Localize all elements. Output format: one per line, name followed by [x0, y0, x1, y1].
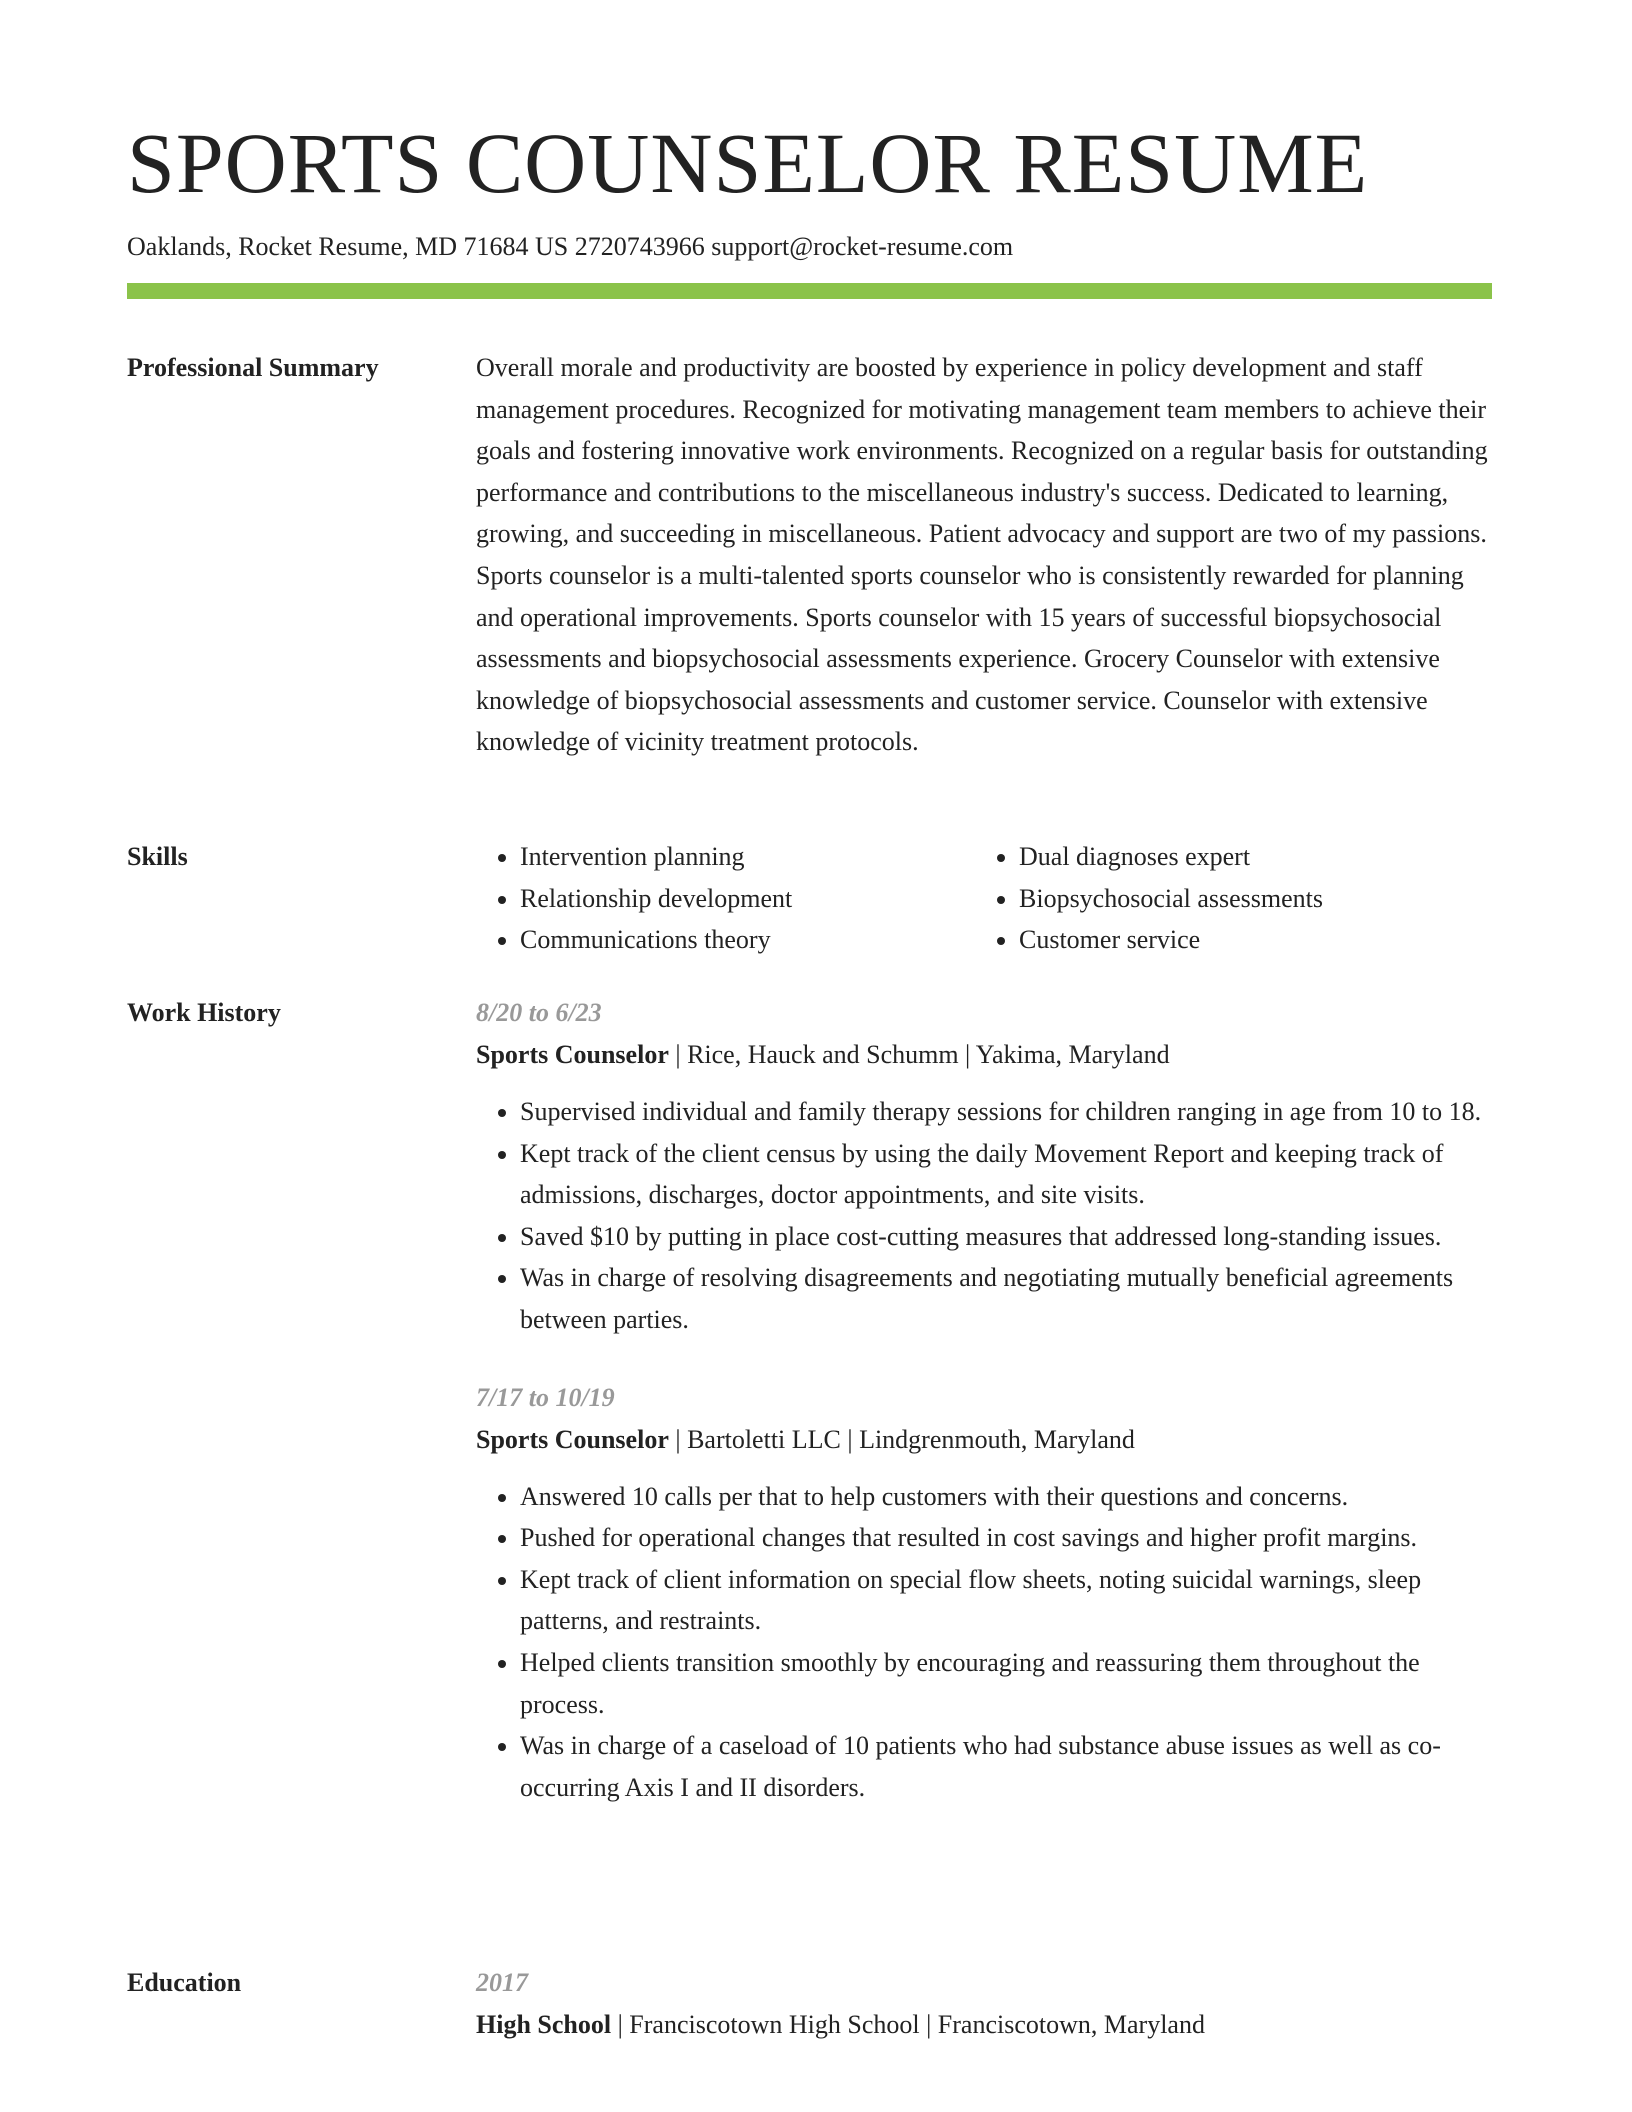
work-history-heading: Work History: [127, 998, 281, 1027]
job-duties: [476, 1476, 1492, 1809]
skills-heading: Skills: [127, 842, 188, 871]
job-duty: • Kept track of client information on special flow sheets, noting suicidal warnings, sleep patterns, and restraints.: [520, 1559, 1492, 1642]
job-duty: • Was in charge of resolving disagreements and negotiating mutually beneficial agreements between parties.: [520, 1257, 1492, 1340]
skills-list: [476, 836, 1492, 961]
job-duty: • Helped clients transition smoothly by encouraging and reassuring them throughout the process.: [520, 1642, 1492, 1725]
education-year: 2017: [476, 1968, 528, 1997]
job-entry: [476, 992, 1492, 1341]
job-duties: [476, 1091, 1492, 1341]
education-heading: Education: [127, 1968, 242, 1997]
contact-info: Oaklands, Rocket Resume, MD 71684 US 2720743966 support@rocket-resume.com: [127, 232, 1014, 261]
skill-item: • Relationship development: [520, 878, 975, 920]
skills-column-1: [476, 836, 975, 961]
job-title-line: [476, 1419, 1492, 1461]
education-line: [476, 2004, 1492, 2046]
job-dates: 7/17 to 10/19: [476, 1382, 615, 1412]
summary-heading: Professional Summary: [127, 353, 379, 382]
skill-item: • Biopsychosocial assessments: [1019, 878, 1474, 920]
skill-item: • Communications theory: [520, 919, 975, 961]
job-role: Sports Counselor: [476, 1040, 669, 1069]
skills-column-2: [975, 836, 1474, 961]
summary-text: Overall morale and productivity are boosted by experience in policy development and staff management procedures. Recognized for motivating management team members to achieve their goals and fostering innovative work environments. Recognized on a regular basis for outstanding performance and contributions to the miscellaneous industry's success. Dedicated to learning, growing, and succeeding in miscellaneous. Patient advocacy and support are two of my passions. Sports counselor is a multi-talented sports counselor who is consistently rewarded for planning and operational improvements. Sports counselor with 15 years of successful biopsychosocial assessments and biopsychosocial assessments experience. Grocery Counselor with extensive knowledge of biopsychosocial assessments and customer service. Counselor with extensive knowledge of vicinity treatment protocols.: [476, 353, 1488, 757]
skill-item: • Intervention planning: [520, 836, 975, 878]
job-duty: • Pushed for operational changes that resulted in cost savings and higher profit margins.: [520, 1517, 1492, 1559]
resume-title: SPORTS COUNSELOR RESUME: [127, 115, 1369, 211]
job-employer: | Rice, Hauck and Schumm | Yakima, Maryland: [668, 1040, 1170, 1069]
job-duty: • Supervised individual and family therapy sessions for children ranging in age from 10 to 18.: [520, 1091, 1492, 1133]
skill-item: • Dual diagnoses expert: [1019, 836, 1474, 878]
job-role: Sports Counselor: [476, 1424, 669, 1454]
education-school: | Franciscotown High School | Franciscotown, Maryland: [611, 2010, 1205, 2039]
job-dates: 8/20 to 6/23: [476, 998, 602, 1027]
job-duty: • Answered 10 calls per that to help customers with their questions and concerns.: [520, 1476, 1492, 1518]
job-entry: [476, 1377, 1492, 1809]
job-duty: • Was in charge of a caseload of 10 patients who had substance abuse issues as well as co-occurring Axis I and II disorders.: [520, 1725, 1492, 1808]
skill-item: • Customer service: [1019, 919, 1474, 961]
job-duty: • Kept track of the client census by using the daily Movement Report and keeping track of admissions, discharges, doctor appointments, and site visits.: [520, 1133, 1492, 1216]
header-divider: [127, 283, 1492, 299]
job-employer: | Bartoletti LLC | Lindgrenmouth, Maryland: [668, 1424, 1135, 1454]
job-duty: • Saved $10 by putting in place cost-cutting measures that addressed long-standing issues.: [520, 1216, 1492, 1258]
education-degree: High School: [476, 2010, 612, 2039]
job-title-line: [476, 1034, 1492, 1076]
